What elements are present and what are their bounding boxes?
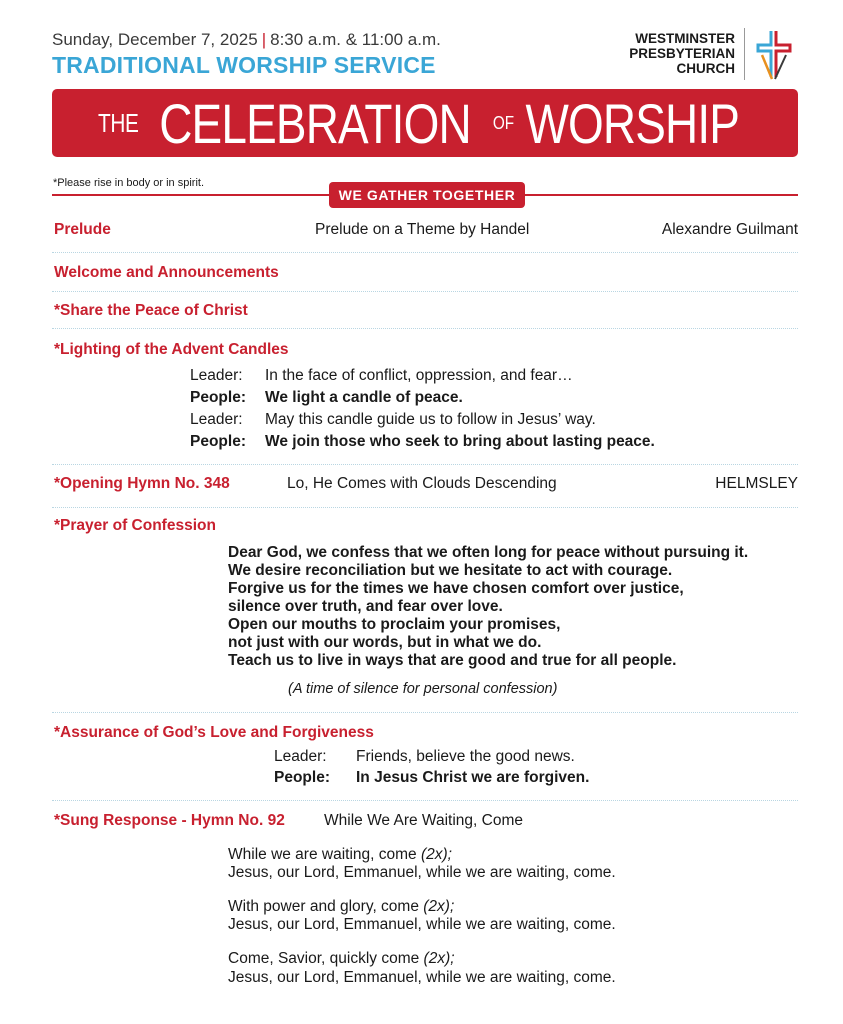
divider — [52, 328, 798, 329]
prayer-line: Dear God, we confess that we often long for peace without pursuing it. — [228, 544, 749, 561]
litany-role: Leader: — [190, 367, 243, 384]
cross-logo-icon — [754, 27, 794, 86]
verse-repeat: (2x); — [423, 950, 455, 967]
logo-divider — [744, 28, 745, 80]
litany-role: People: — [190, 433, 246, 450]
divider — [52, 712, 798, 713]
prayer-line: Teach us to live in ways that are good and true for all people. — [228, 652, 677, 669]
service-times: 8:30 a.m. & 11:00 a.m. — [270, 30, 441, 49]
church-name-line-2: PRESBYTERIAN — [629, 46, 735, 61]
service-date: Sunday, December 7, 2025 — [52, 30, 258, 49]
verse-refrain: Jesus, our Lord, Emmanuel, while we are waiting, come. — [228, 969, 616, 986]
verse-text: While we are waiting, come — [228, 846, 421, 863]
celebration-banner — [52, 89, 798, 157]
church-name-line-1: WESTMINSTER — [635, 31, 735, 46]
prelude-heading: Prelude — [54, 221, 111, 238]
church-name-line-3: CHURCH — [676, 61, 735, 76]
litany-text: In the face of conflict, oppression, and fear… — [265, 367, 573, 384]
litany-text: May this candle guide us to follow in Jesus’ way. — [265, 411, 596, 428]
banner-celebration: CELEBRATION — [159, 91, 472, 155]
banner-worship: WORSHIP — [525, 91, 740, 155]
litany-text: We join those who seek to bring about lasting peace. — [265, 433, 655, 450]
litany-text: We light a candle of peace. — [265, 389, 463, 406]
section-label: WE GATHER TOGETHER — [329, 182, 525, 208]
verse-repeat: (2x); — [423, 898, 455, 915]
prayer-line: silence over truth, and fear over love. — [228, 598, 503, 615]
divider — [52, 291, 798, 292]
banner-the: THE — [97, 107, 139, 138]
service-title: TRADITIONAL WORSHIP SERVICE — [52, 52, 436, 78]
prayer-line: We desire reconciliation but we hesitate to act with courage. — [228, 562, 673, 579]
peace-heading: *Share the Peace of Christ — [54, 302, 248, 319]
verse-line — [228, 898, 454, 916]
litany-text: In Jesus Christ we are forgiven. — [356, 769, 590, 786]
litany-role: Leader: — [190, 411, 243, 428]
prayer-line: Open our mouths to proclaim your promises, — [228, 616, 561, 633]
church-name — [629, 31, 735, 76]
prayer-line: Forgive us for the times we have chosen comfort over justice, — [228, 580, 684, 597]
verse-text: Come, Savior, quickly come — [228, 950, 424, 967]
assurance-heading: *Assurance of God’s Love and Forgiveness — [54, 724, 374, 741]
sung-response-heading: *Sung Response - Hymn No. 92 — [54, 812, 285, 829]
date-separator: | — [261, 30, 267, 49]
welcome-heading: Welcome and Announcements — [54, 264, 279, 281]
prayer-line: not just with our words, but in what we do. — [228, 634, 542, 651]
sung-response-title: While We Are Waiting, Come — [324, 812, 523, 829]
verse-repeat: (2x); — [420, 846, 452, 863]
rise-note: *Please rise in body or in spirit. — [53, 177, 205, 189]
service-date-line — [52, 30, 441, 50]
verse-line — [228, 950, 455, 968]
opening-hymn-heading: *Opening Hymn No. 348 — [54, 475, 230, 492]
verse-refrain: Jesus, our Lord, Emmanuel, while we are waiting, come. — [228, 916, 616, 933]
prelude-composer: Alexandre Guilmant — [661, 221, 798, 238]
confession-heading: *Prayer of Confession — [54, 517, 216, 534]
opening-hymn-tune: HELMSLEY — [715, 475, 798, 492]
litany-role: Leader: — [274, 748, 327, 765]
verse-refrain: Jesus, our Lord, Emmanuel, while we are waiting, come. — [228, 864, 616, 881]
divider — [52, 800, 798, 801]
divider — [52, 464, 798, 465]
litany-role: People: — [274, 769, 330, 786]
prelude-title: Prelude on a Theme by Handel — [315, 221, 530, 238]
verse-line — [228, 846, 452, 864]
verse-text: With power and glory, come — [228, 898, 424, 915]
opening-hymn-title: Lo, He Comes with Clouds Descending — [287, 475, 557, 492]
divider — [52, 252, 798, 253]
advent-heading: *Lighting of the Advent Candles — [54, 341, 289, 358]
banner-of: OF — [493, 112, 515, 133]
divider — [52, 507, 798, 508]
litany-text: Friends, believe the good news. — [356, 748, 575, 765]
silence-note: (A time of silence for personal confession) — [288, 681, 558, 697]
litany-role: People: — [190, 389, 246, 406]
